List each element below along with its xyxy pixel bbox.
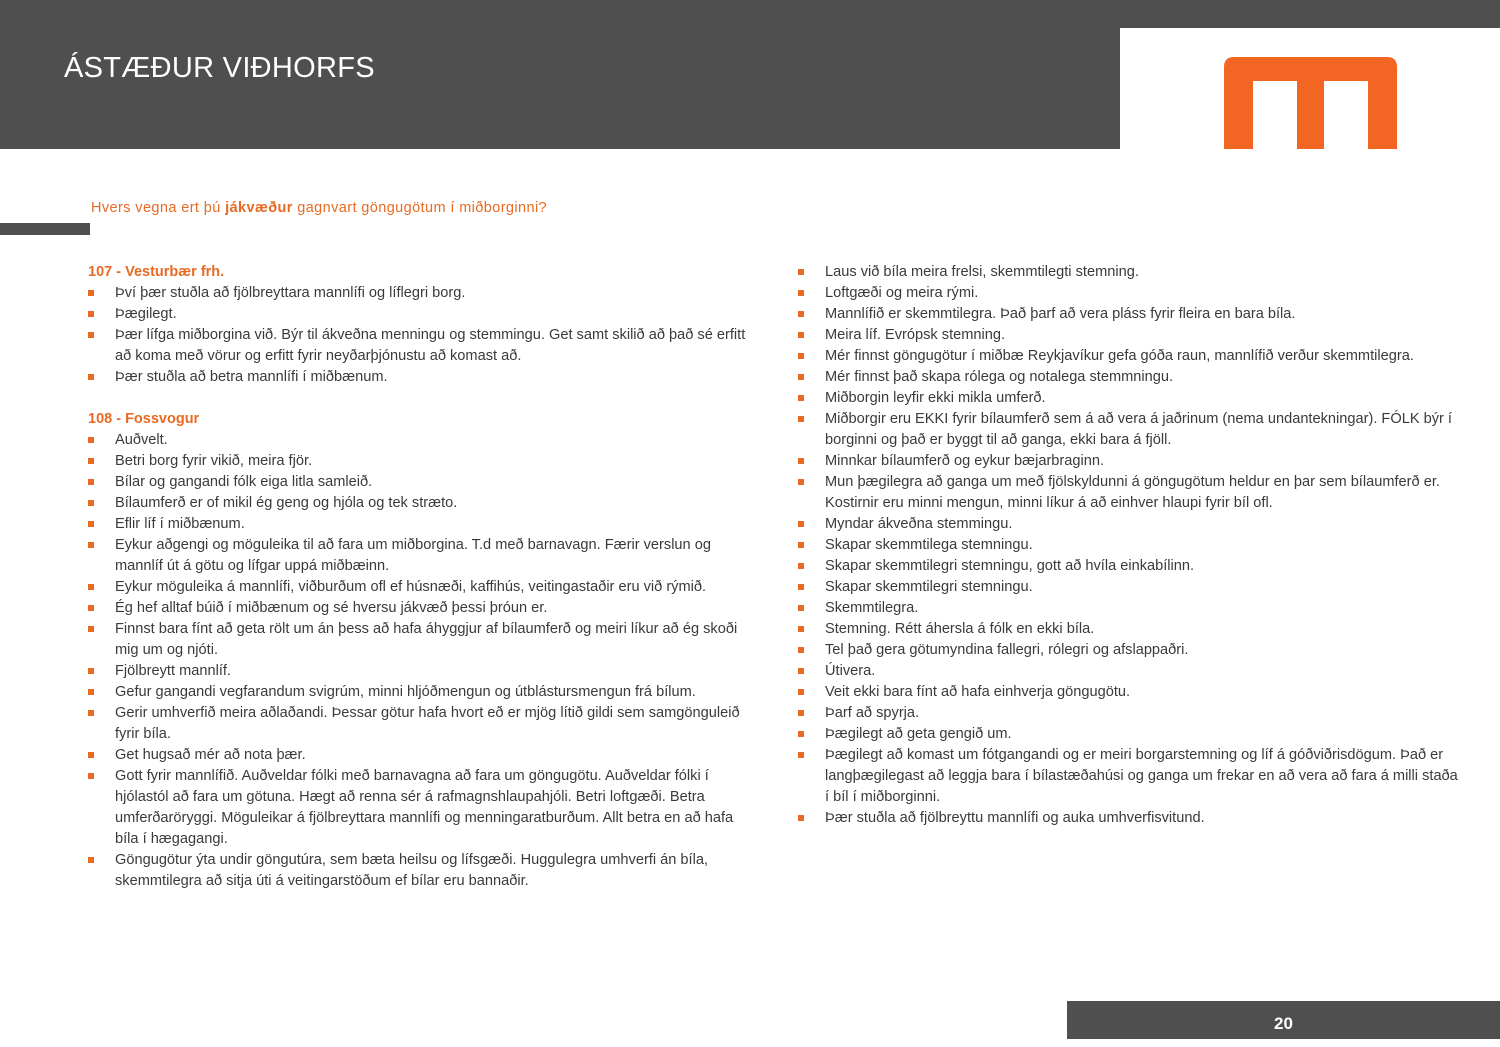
- list-item: [88, 325, 750, 367]
- list-item-text: Þær stuðla að fjölbreyttu mannlífi og auka umhverfisvitund.: [825, 810, 1205, 826]
- response-list: [798, 262, 1458, 829]
- square-bullet-icon: [798, 752, 804, 758]
- list-item: [798, 598, 1458, 619]
- list-item: [88, 535, 750, 577]
- list-item: [88, 493, 750, 514]
- list-item: [798, 577, 1458, 598]
- list-item-text: Meira líf. Evrópsk stemning.: [825, 327, 1006, 343]
- square-bullet-icon: [88, 290, 94, 296]
- list-item: [88, 766, 750, 850]
- square-bullet-icon: [88, 710, 94, 716]
- list-item: [798, 724, 1458, 745]
- list-item: [88, 304, 750, 325]
- list-item: [798, 409, 1458, 451]
- list-item: [798, 619, 1458, 640]
- list-item-text: Bílaumferð er of mikil ég geng og hjóla og tek stræto.: [115, 495, 458, 511]
- list-item-text: Því þær stuðla að fjölbreyttara mannlífi og líflegri borg.: [115, 285, 466, 301]
- list-item-text: Mér finnst það skapa rólega og notalega stemmningu.: [825, 369, 1174, 385]
- list-item: [798, 745, 1458, 808]
- list-item: [798, 262, 1458, 283]
- square-bullet-icon: [88, 437, 94, 443]
- square-bullet-icon: [88, 584, 94, 590]
- response-group: [88, 409, 750, 892]
- square-bullet-icon: [88, 374, 94, 380]
- square-bullet-icon: [88, 689, 94, 695]
- list-item: [798, 640, 1458, 661]
- list-item-text: Þægilegt að komast um fótgangandi og er meiri borgarstemning og líf á góðviðrisdögum. Það er langþægilegast að leggja bara í bílastæðahúsi og ganga um frekar en að vera að fara á milli staða í bíl í miðborginni.: [825, 747, 1458, 805]
- square-bullet-icon: [88, 542, 94, 548]
- list-item: [798, 661, 1458, 682]
- list-item: [88, 619, 750, 661]
- list-item-text: Eflir líf í miðbænum.: [115, 516, 245, 532]
- list-item: [88, 283, 750, 304]
- list-item: [798, 472, 1458, 514]
- logo-icon: [1224, 57, 1397, 149]
- list-item: [88, 703, 750, 745]
- list-item: [798, 556, 1458, 577]
- list-item-text: Mannlífið er skemmtilegra. Það þarf að vera pláss fyrir fleira en bara bíla.: [825, 306, 1296, 322]
- right-column: [798, 262, 1458, 829]
- square-bullet-icon: [798, 353, 804, 359]
- square-bullet-icon: [798, 647, 804, 653]
- list-item: [88, 451, 750, 472]
- list-item-text: Útivera.: [825, 663, 876, 679]
- response-list: [88, 430, 750, 892]
- square-bullet-icon: [88, 773, 94, 779]
- question-text-start: Hvers vegna ert þú: [91, 200, 226, 216]
- list-item: [88, 850, 750, 892]
- list-item-text: Gefur gangandi vegfarandum svigrúm, minni hljóðmengun og útblástursmengun frá bílum.: [115, 684, 696, 700]
- square-bullet-icon: [798, 731, 804, 737]
- response-group: [88, 262, 750, 388]
- square-bullet-icon: [88, 332, 94, 338]
- square-bullet-icon: [798, 710, 804, 716]
- square-bullet-icon: [798, 542, 804, 548]
- list-item: [798, 808, 1458, 829]
- list-item-text: Fjölbreytt mannlíf.: [115, 663, 231, 679]
- accent-bar: [0, 223, 90, 235]
- square-bullet-icon: [798, 374, 804, 380]
- square-bullet-icon: [88, 857, 94, 863]
- left-column: [88, 262, 750, 913]
- list-item: [88, 514, 750, 535]
- page-number: 20: [1274, 1014, 1293, 1033]
- list-item-text: Loftgæði og meira rými.: [825, 285, 979, 301]
- square-bullet-icon: [88, 605, 94, 611]
- survey-question: [91, 200, 547, 216]
- list-item: [88, 745, 750, 766]
- list-item-text: Stemning. Rétt áhersla á fólk en ekki bíla.: [825, 621, 1095, 637]
- list-item-text: Þær stuðla að betra mannlífi í miðbænum.: [115, 369, 388, 385]
- list-item-text: Skapar skemmtilegri stemningu.: [825, 579, 1033, 595]
- group-heading: 108 - Fossvogur: [88, 411, 200, 427]
- list-item-text: Þarf að spyrja.: [825, 705, 920, 721]
- square-bullet-icon: [798, 269, 804, 275]
- page-title: ÁSTÆÐUR VIÐHORFS: [64, 52, 375, 84]
- square-bullet-icon: [798, 395, 804, 401]
- list-item-text: Mun þægilegra að ganga um með fjölskyldunni á göngugötum heldur en þar sem bílaumferð er. Kostirnir eru minni mengun, minni líkur á að einhver hlaupi fyrir bíl ofl.: [825, 474, 1440, 511]
- list-item-text: Eykur möguleika á mannlífi, viðburðum ofl ef húsnæði, kaffihús, veitingastaðir eru við rýmið.: [115, 579, 707, 595]
- list-item-text: Miðborgir eru EKKI fyrir bílaumferð sem á að vera á jaðrinum (nema undantekningar). FÓLK býr í borginni og það er byggt til að ganga, ekki bara á fjöll.: [825, 411, 1452, 448]
- list-item: [88, 598, 750, 619]
- list-item-text: Eykur aðgengi og möguleika til að fara um miðborgina. T.d með barnavagn. Færir verslun og mannlíf út á götu og lífgar uppá miðbæinn.: [115, 537, 711, 574]
- list-item: [88, 472, 750, 493]
- list-item-text: Veit ekki bara fínt að hafa einhverja göngugötu.: [825, 684, 1131, 700]
- response-list: [88, 283, 750, 388]
- square-bullet-icon: [88, 458, 94, 464]
- list-item: [88, 661, 750, 682]
- question-emphasis: jákvæður: [225, 200, 293, 216]
- square-bullet-icon: [798, 332, 804, 338]
- list-item: [798, 682, 1458, 703]
- list-item: [798, 367, 1458, 388]
- list-item: [88, 430, 750, 451]
- square-bullet-icon: [798, 479, 804, 485]
- square-bullet-icon: [798, 458, 804, 464]
- list-item-text: Þær lífga miðborgina við. Býr til ákveðna menningu og stemmingu. Get samt skilið að það sé erfitt að koma með vörur og erfitt fyrir neyðarþjónustu að komast að.: [115, 327, 746, 364]
- list-item-text: Laus við bíla meira frelsi, skemmtilegti stemning.: [825, 264, 1139, 280]
- list-item: [798, 346, 1458, 367]
- list-item: [798, 451, 1458, 472]
- list-item: [798, 325, 1458, 346]
- list-item-text: Ég hef alltaf búið í miðbænum og sé hversu jákvæð þessi þróun er.: [115, 600, 548, 616]
- square-bullet-icon: [88, 668, 94, 674]
- list-item: [798, 703, 1458, 724]
- square-bullet-icon: [798, 689, 804, 695]
- list-item: [798, 388, 1458, 409]
- list-item-text: Betri borg fyrir vikið, meira fjör.: [115, 453, 313, 469]
- list-item-text: Þægilegt að geta gengið um.: [825, 726, 1012, 742]
- square-bullet-icon: [798, 584, 804, 590]
- square-bullet-icon: [798, 290, 804, 296]
- group-heading: 107 - Vesturbær frh.: [88, 264, 225, 280]
- list-item-text: Göngugötur ýta undir göngutúra, sem bæta heilsu og lífsgæði. Huggulegra umhverfi án bíla, skemmtilegra að sitja úti á veitingarstöðum ef bílar eru bannaðir.: [115, 852, 709, 889]
- list-item-text: Skapar skemmtilega stemningu.: [825, 537, 1033, 553]
- list-item: [798, 283, 1458, 304]
- list-item-text: Tel það gera götumyndina fallegri, rólegri og afslappaðri.: [825, 642, 1189, 658]
- square-bullet-icon: [798, 626, 804, 632]
- list-item-text: Þægilegt.: [115, 306, 177, 322]
- square-bullet-icon: [798, 563, 804, 569]
- list-item-text: Myndar ákveðna stemmingu.: [825, 516, 1013, 532]
- list-item-text: Get hugsað mér að nota þær.: [115, 747, 306, 763]
- question-text-end: gagnvart göngugötum í miðborginni?: [292, 200, 548, 216]
- list-item-text: Gott fyrir mannlífið. Auðveldar fólki með barnavagna að fara um göngugötu. Auðveldar fólki í hjólastól að fara um götuna. Hægt að renna sér á rafmagnshlaupahjóli. Betri loftgæði. Betra umferðaröryggi. Möguleikar á fjölbreyttara mannlífi og menningaratburðum. Allt betra en að hafa bíla í hægagangi.: [115, 768, 734, 847]
- list-item-text: Mér finnst göngugötur í miðbæ Reykjavíkur gefa góða raun, mannlífið verður skemmtilegra.: [825, 348, 1414, 364]
- list-item-text: Bílar og gangandi fólk eiga litla samleið.: [115, 474, 373, 490]
- list-item-text: Finnst bara fínt að geta rölt um án þess að hafa áhyggjur af bílaumferð og meiri líkur að ég skoði mig um og njóti.: [115, 621, 738, 658]
- square-bullet-icon: [88, 479, 94, 485]
- square-bullet-icon: [88, 311, 94, 317]
- square-bullet-icon: [798, 668, 804, 674]
- list-item: [88, 682, 750, 703]
- square-bullet-icon: [798, 311, 804, 317]
- list-item-text: Minnkar bílaumferð og eykur bæjarbraginn.: [825, 453, 1105, 469]
- list-item: [798, 535, 1458, 556]
- list-item-text: Miðborgin leyfir ekki mikla umferð.: [825, 390, 1046, 406]
- square-bullet-icon: [88, 500, 94, 506]
- square-bullet-icon: [798, 521, 804, 527]
- square-bullet-icon: [88, 626, 94, 632]
- list-item-text: Skemmtilegra.: [825, 600, 919, 616]
- square-bullet-icon: [798, 605, 804, 611]
- list-item: [88, 367, 750, 388]
- list-item: [798, 304, 1458, 325]
- square-bullet-icon: [798, 416, 804, 422]
- list-item-text: Gerir umhverfið meira aðlaðandi. Þessar götur hafa hvort eð er mjög lítið gildi sem samgönguleið fyrir bíla.: [115, 705, 740, 742]
- square-bullet-icon: [88, 521, 94, 527]
- square-bullet-icon: [798, 815, 804, 821]
- square-bullet-icon: [88, 752, 94, 758]
- list-item: [88, 577, 750, 598]
- list-item-text: Skapar skemmtilegri stemningu, gott að hvíla einkabílinn.: [825, 558, 1195, 574]
- list-item: [798, 514, 1458, 535]
- list-item-text: Auðvelt.: [115, 432, 168, 448]
